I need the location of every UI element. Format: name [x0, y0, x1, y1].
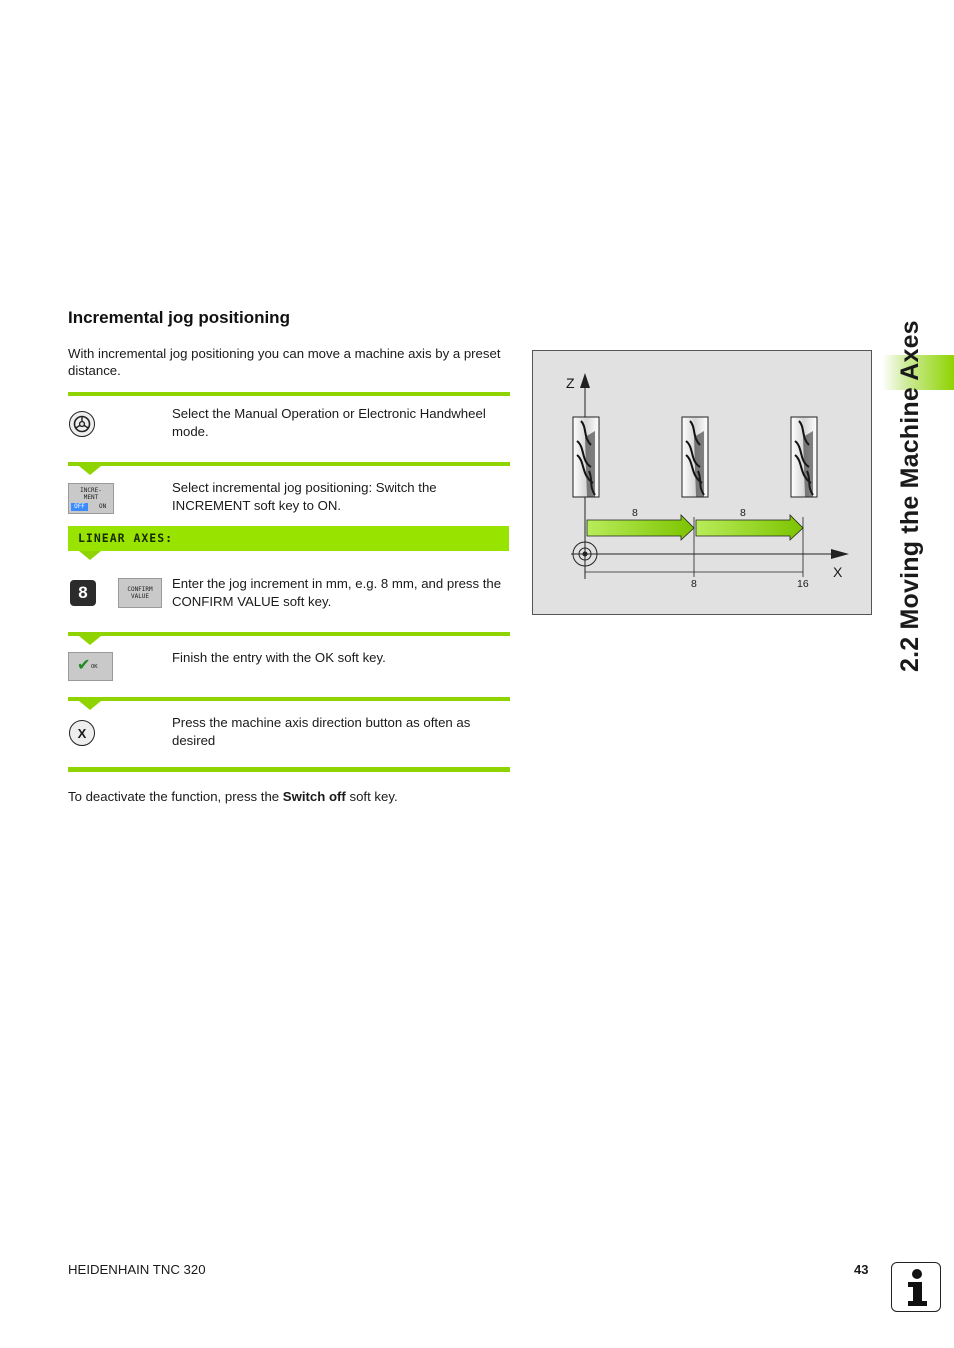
- tool-3: [791, 417, 817, 497]
- increment-softkey[interactable]: [68, 483, 114, 514]
- chapter-side-title: 2.2 Moving the Machine Axes: [896, 320, 924, 672]
- manual-operation-key[interactable]: [69, 411, 95, 437]
- digit-8-key[interactable]: 8: [70, 580, 96, 606]
- deactivate-note: [68, 789, 398, 804]
- arrow-2-label: 8: [740, 507, 746, 519]
- step-arrow: [79, 551, 101, 560]
- step-divider: [68, 392, 510, 396]
- increment-on-state: ON: [99, 503, 107, 510]
- section-end-divider: [68, 767, 510, 772]
- section-heading: Incremental jog positioning: [68, 308, 290, 327]
- confirm-label-2: VALUE: [130, 593, 150, 600]
- prompt-strip-label: LINEAR AXES:: [78, 531, 174, 545]
- x-axis-key[interactable]: X: [69, 720, 95, 746]
- footer-product: HEIDENHAIN TNC 320: [68, 1262, 206, 1277]
- handwheel-icon: [72, 414, 92, 434]
- step-divider: [68, 632, 510, 636]
- x-axis-label: X: [833, 564, 843, 580]
- step-arrow: [79, 466, 101, 475]
- page-number: 43: [854, 1262, 869, 1277]
- ok-softkey[interactable]: [68, 652, 113, 681]
- deactivate-note-text: To deactivate the function, press the: [68, 789, 283, 804]
- tick-label-16: 16: [797, 578, 809, 590]
- info-glyph: [892, 1263, 940, 1311]
- tick-label-8: 8: [691, 578, 697, 590]
- step-divider: [68, 462, 510, 466]
- deactivate-note-tail: soft key.: [345, 789, 398, 804]
- check-icon: ✔: [77, 655, 91, 674]
- jog-diagram-graphic: [533, 351, 871, 614]
- step-2-text: Select incremental jog positioning: Switch the INCREMENT soft key to ON.: [172, 480, 437, 513]
- increment-label-2: MENT: [83, 494, 99, 501]
- step-3-text: Enter the jog increment in mm, e.g. 8 mm, and press the CONFIRM VALUE soft key.: [172, 576, 502, 609]
- tool-1: [573, 417, 599, 497]
- confirm-label-1: CONFIRM: [127, 586, 153, 593]
- switch-off-softkey-name: Switch off: [282, 789, 346, 804]
- arrow-1-label: 8: [632, 507, 638, 519]
- confirm-value-softkey[interactable]: [118, 578, 162, 608]
- step-arrow: [79, 701, 101, 710]
- prompt-strip: [68, 526, 509, 551]
- intro-paragraph: With incremental jog positioning you can move a machine axis by a preset distance.: [68, 346, 501, 378]
- step-arrow: [79, 636, 101, 645]
- info-icon[interactable]: [891, 1262, 941, 1312]
- step-4-text: Finish the entry with the OK soft key.: [172, 650, 386, 665]
- step-divider: [68, 697, 510, 701]
- z-axis-label: Z: [566, 375, 575, 391]
- increment-label-1: INCRE-: [80, 487, 102, 494]
- ok-label: OK: [91, 664, 98, 670]
- step-5-text: Press the machine axis direction button as often as desired: [172, 715, 471, 748]
- tool-2: [682, 417, 708, 497]
- increment-off-state: OFF: [71, 503, 88, 511]
- step-1-text: Select the Manual Operation or Electronic Handwheel mode.: [172, 406, 486, 439]
- jog-diagram: [532, 350, 872, 615]
